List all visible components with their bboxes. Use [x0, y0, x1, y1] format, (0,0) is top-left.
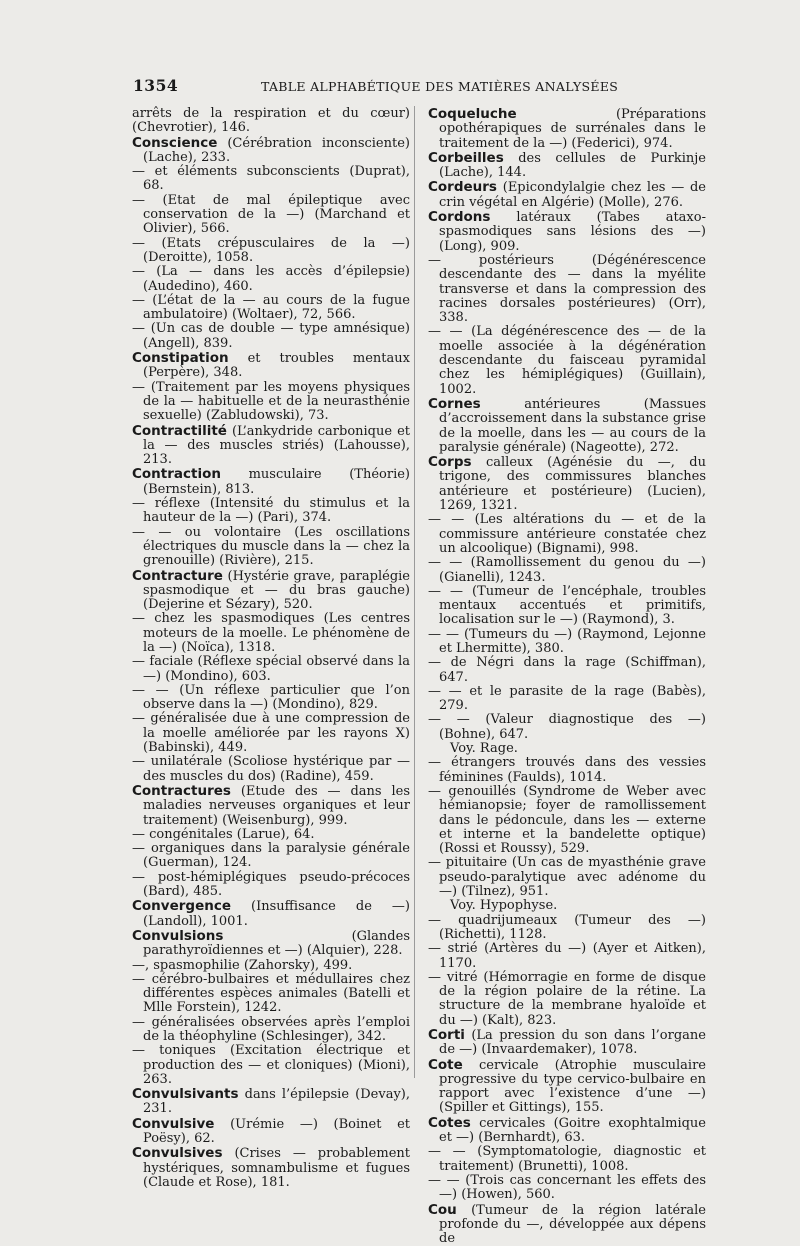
entry-text: antérieures (Massues d’accroissement dans la substance grise de la moelle, dans les — au cours de la paralysie générale) (Nageotte), 272.: [439, 396, 706, 455]
index-entry: [428, 899, 706, 913]
page-header: [133, 76, 713, 98]
index-entry: [428, 713, 706, 742]
index-entry: [428, 856, 706, 899]
entry-text: — — (Trois cas concernant les effets des —) (Howen), 560.: [428, 1172, 706, 1203]
headword: Contractures: [132, 782, 231, 799]
entry-text: (Glandes parathyroïdiennes et —) (Alquier), 228.: [143, 928, 410, 959]
column-divider: [414, 106, 415, 1078]
entry-text: — (Etats crépusculaires de la —) (Deroitte), 1058.: [132, 235, 410, 265]
index-entry: [428, 914, 706, 943]
entry-text: (Hystérie grave, paraplégie spasmodique et — du bras gauche) (Dejerine et Sézary), 520.: [143, 568, 411, 613]
index-headword-entry: [132, 784, 410, 828]
index-entry: [132, 1044, 410, 1087]
entry-text: — quadrijumeaux (Tumeur des —) (Richetti), 1128.: [428, 912, 706, 942]
entry-text: Voy. Rage.: [450, 741, 518, 757]
entry-text: calleux (Agénésie du —, du trigone, des commissures blanches antérieure et postérieure) (Lucien), 1269, 1321.: [439, 455, 707, 514]
entry-text: — — (Ramollissement du genou du —) (Gianelli), 1243.: [428, 555, 706, 585]
page-number: 1354: [133, 76, 179, 95]
entry-text: — — (Symptomatologie, diagnostic et traitement) (Brunetti), 1008.: [428, 1144, 706, 1174]
index-headword-entry: [428, 107, 706, 151]
entry-text: — genouillés (Syndrome de Weber avec hémianopsie; foyer de ramollissement dans le pédoncule, dans les — externe et interne et la bandelette optique) (Rossi et Roussy), 529.: [428, 783, 706, 857]
index-entry: [428, 585, 706, 628]
index-entry: [132, 871, 410, 900]
entry-text: (Crises — probablement hystériques, somnambulisme et fugues (Claude et Rose), 181.: [143, 1146, 410, 1190]
entry-text: (Epicondylalgie chez les — de crin végétal en Algérie) (Molle), 276.: [439, 180, 706, 210]
entry-text: et troubles mentaux (Perpère), 348.: [143, 351, 410, 381]
entry-text: — généralisées observées après l’emploi de la théophyline (Schlesinger), 342.: [132, 1014, 410, 1044]
entry-text: — cérébro-bulbaires et médullaires chez différentes espèces animales (Batelli et Mlle Forstein), 1242.: [132, 971, 410, 1016]
index-entry: [132, 265, 410, 294]
index-entry: [132, 294, 410, 323]
entry-text: — faciale (Réflexe spécial observé dans la —) (Mondino), 603.: [132, 654, 410, 684]
index-entry: [132, 959, 410, 973]
entry-text: — — et le parasite de la rage (Babès), 279.: [428, 683, 706, 714]
headword: Convulsions: [132, 927, 224, 944]
entry-text: — de Négri dans la rage (Schiffman), 647.: [428, 655, 706, 685]
entry-text: — — (Valeur diagnostique des —) (Bohne), 647.: [428, 712, 706, 742]
entry-text: (Préparations opothérapiques de surrénales dans le traitement de la —) (Federici), 974.: [439, 107, 706, 151]
headword: Corbeilles: [428, 149, 504, 166]
index-headword-entry: [132, 351, 410, 381]
index-entry: [132, 755, 410, 784]
entry-text: — post-hémiplégiques pseudo-précoces (Bard), 485.: [132, 869, 410, 900]
index-headword-entry: [428, 210, 706, 254]
headword: Corti: [428, 1027, 465, 1043]
index-entry: [132, 973, 410, 1016]
entry-text: — étrangers trouvés dans des vessies féminines (Faulds), 1014.: [428, 755, 706, 785]
entry-text: — — ou volontaire (Les oscillations électriques du muscle dans la — chez la grenouille) (Rivière), 215.: [132, 524, 410, 569]
entry-text: — et éléments subconscients (Duprat), 68.: [132, 164, 410, 194]
index-headword-entry: [132, 424, 410, 468]
entry-text: — — (La dégénérescence des — de la moelle associée à la dégénération descendante du faisceau pyramidal chez les hémiplégiques) (Guillain), 1002.: [428, 324, 706, 397]
entry-text: — unilatérale (Scoliose hystérique par — des muscles du dos) (Radine), 459.: [132, 754, 410, 784]
headword: Convulsivants: [132, 1086, 239, 1103]
index-entry: [428, 785, 706, 856]
headword: Convulsive: [132, 1115, 215, 1132]
entry-text: (L’ankydride carbonique et la — des muscles striés) (Lahousse), 213.: [143, 423, 410, 468]
entry-text: — strié (Artères du —) (Ayer et Aitken), 1170.: [428, 941, 706, 971]
index-entry: [132, 526, 410, 569]
entry-text: cervicale (Atrophie musculaire progressive du type cervico-bulbaire en rapport avec l’existence d’une —) (Spiller et Gittings), 155.: [439, 1057, 706, 1116]
entry-text: latéraux (Tabes ataxo-spasmodiques sans lésions des —) (Long), 909.: [439, 210, 706, 254]
index-entry: [132, 165, 410, 194]
entry-text: — réflexe (Intensité du stimulus et la hauteur de la —) (Pari), 374.: [132, 496, 410, 526]
index-entry: [132, 237, 410, 266]
index-headword-entry: [428, 1203, 706, 1246]
entry-text: cervicales (Goitre exophtalmique et —) (Bernhardt), 63.: [439, 1115, 706, 1146]
entry-text: — (La — dans les accès d’épilepsie) (Audedino), 460.: [132, 264, 410, 294]
index-entry: [428, 656, 706, 685]
index-entry: [132, 322, 410, 351]
entry-text: musculaire (Théorie) (Bernstein), 813.: [143, 467, 410, 497]
index-headword-entry: [132, 136, 410, 166]
entry-text: — congénitales (Larue), 64.: [132, 826, 315, 842]
index-entry: [428, 513, 706, 556]
entry-text: — — (Tumeur de l’encéphale, troubles mentaux accentués et primitifs, localisation sur le —) (Raymond), 3.: [428, 583, 706, 628]
index-entry: [132, 684, 410, 713]
headword: Cordeurs: [428, 179, 497, 196]
index-entry: [428, 742, 706, 756]
headword: Contraction: [132, 466, 221, 483]
index-headword-entry: [132, 929, 410, 959]
index-entry: [428, 756, 706, 785]
headword: Conscience: [132, 134, 218, 151]
index-headword-entry: [428, 151, 706, 181]
index-headword-entry: [428, 1028, 706, 1058]
entry-text: (Etude des — dans les maladies nerveuses organiques et leur traitement) (Weisenburg), 999.: [143, 783, 410, 828]
entry-text: Voy. Hypophyse.: [450, 898, 558, 914]
entry-text: — (Traitement par les moyens physiques de la — habituelle et de la neurasthénie sexuelle) (Zabludowski), 73.: [132, 379, 410, 424]
left-column: [132, 107, 410, 1190]
entry-text: — généralisée due à une compression de la moelle améliorée par les rayons X) (Babinski), 449.: [132, 711, 410, 756]
entry-text: (La pression du son dans l’organe de —) (Invaardemaker), 1078.: [439, 1028, 706, 1058]
headword: Cordons: [428, 209, 491, 226]
headword: Cote: [428, 1056, 463, 1073]
index-headword-entry: [132, 899, 410, 929]
entry-text: des cellules de Purkinje (Lache), 144.: [439, 150, 706, 181]
index-headword-entry: [428, 1116, 706, 1146]
entry-text: (Insuffisance de —) (Landoll), 1001.: [143, 899, 410, 929]
entry-text: dans l’épilepsie (Devay), 231.: [143, 1087, 410, 1117]
index-entry: [132, 497, 410, 526]
entry-text: — organiques dans la paralysie générale (Guerman), 124.: [132, 841, 410, 871]
index-entry: [132, 107, 410, 136]
index-entry: [132, 194, 410, 237]
headword: Contractilité: [132, 422, 227, 439]
index-entry: [132, 828, 410, 842]
entry-text: — postérieurs (Dégénérescence descendante des — dans la myélite transverse et dans la compression des racines dorsales postérieures) (Orr), 338.: [428, 252, 706, 326]
headword: Convergence: [132, 898, 231, 915]
headword: Cotes: [428, 1114, 471, 1131]
entry-text: —, spasmophilie (Zahorsky), 499.: [132, 957, 353, 973]
right-column: [428, 107, 706, 1246]
index-entry: [428, 556, 706, 585]
headword: Convulsives: [132, 1145, 223, 1162]
headword: Coqueluche: [428, 106, 517, 122]
entry-text: (Cérébration inconsciente) (Lache), 233.: [143, 135, 410, 165]
entry-text: — — (Un réflexe particulier que l’on observe dans la —) (Mondino), 829.: [132, 682, 410, 713]
index-headword-entry: [428, 455, 706, 513]
index-entry: [132, 655, 410, 684]
entry-text: — (L’état de la — au cours de la fugue ambulatoire) (Woltaer), 72, 566.: [132, 292, 410, 323]
index-entry: [428, 628, 706, 657]
index-entry: [428, 971, 706, 1028]
entry-text: — toniques (Excitation électrique et production des — et cloniques) (Mioni), 263.: [132, 1043, 410, 1087]
index-entry: [428, 1174, 706, 1203]
entry-text: arrêts de la respiration et du cœur) (Chevrotier), 146.: [132, 106, 410, 136]
index-entry: [428, 942, 706, 971]
headword: Corps: [428, 454, 472, 471]
index-entry: [428, 1145, 706, 1174]
index-headword-entry: [132, 1087, 410, 1117]
entry-text: — vitré (Hémorragie en forme de disque de la région polaire de la rétine. La structure de la membrane hyaloïde et du —) (Kalt), 823.: [428, 969, 706, 1028]
index-entry: [132, 1016, 410, 1045]
index-entry: [428, 254, 706, 325]
entry-text: — (Un cas de double — type amnésique) (Angell), 839.: [132, 321, 410, 351]
index-headword-entry: [132, 1146, 410, 1190]
headword: Constipation: [132, 350, 229, 367]
index-entry: [132, 612, 410, 655]
index-headword-entry: [428, 1058, 706, 1116]
index-entry: [132, 712, 410, 755]
index-headword-entry: [132, 467, 410, 497]
index-headword-entry: [428, 397, 706, 455]
headword: Cou: [428, 1201, 457, 1218]
entry-text: (Urémie —) (Boinet et Poësy), 62.: [143, 1116, 410, 1147]
index-entry: [132, 381, 410, 424]
entry-text: — pituitaire (Un cas de myasthénie grave pseudo-paralytique avec adénome du —) (Tilnez), 951.: [428, 855, 706, 900]
index-entry: [132, 842, 410, 871]
index-headword-entry: [428, 180, 706, 210]
entry-text: (Tumeur de la région latérale profonde du —, développée aux dépens de: [439, 1202, 706, 1246]
entry-text: — (Etat de mal épileptique avec conservation de la —) (Marchand et Olivier), 566.: [132, 192, 410, 237]
index-headword-entry: [132, 1117, 410, 1147]
entry-text: — — (Les altérations du — et de la commissure antérieure constatée chez un alcoolique) (Bignami), 998.: [428, 512, 706, 556]
entry-text: — — (Tumeurs du —) (Raymond, Lejonne et Lhermitte), 380.: [428, 626, 706, 656]
running-head: TABLE ALPHABÉTIQUE DES MATIÈRES ANALYSÉES: [261, 79, 619, 94]
headword: Cornes: [428, 395, 481, 412]
index-entry: [428, 325, 706, 396]
headword: Contracture: [132, 567, 223, 584]
index-entry: [428, 685, 706, 714]
index-headword-entry: [132, 569, 410, 613]
entry-text: — chez les spasmodiques (Les centres moteurs de la moelle. Le phénomène de la —) (Noïca), 1318.: [132, 611, 410, 655]
